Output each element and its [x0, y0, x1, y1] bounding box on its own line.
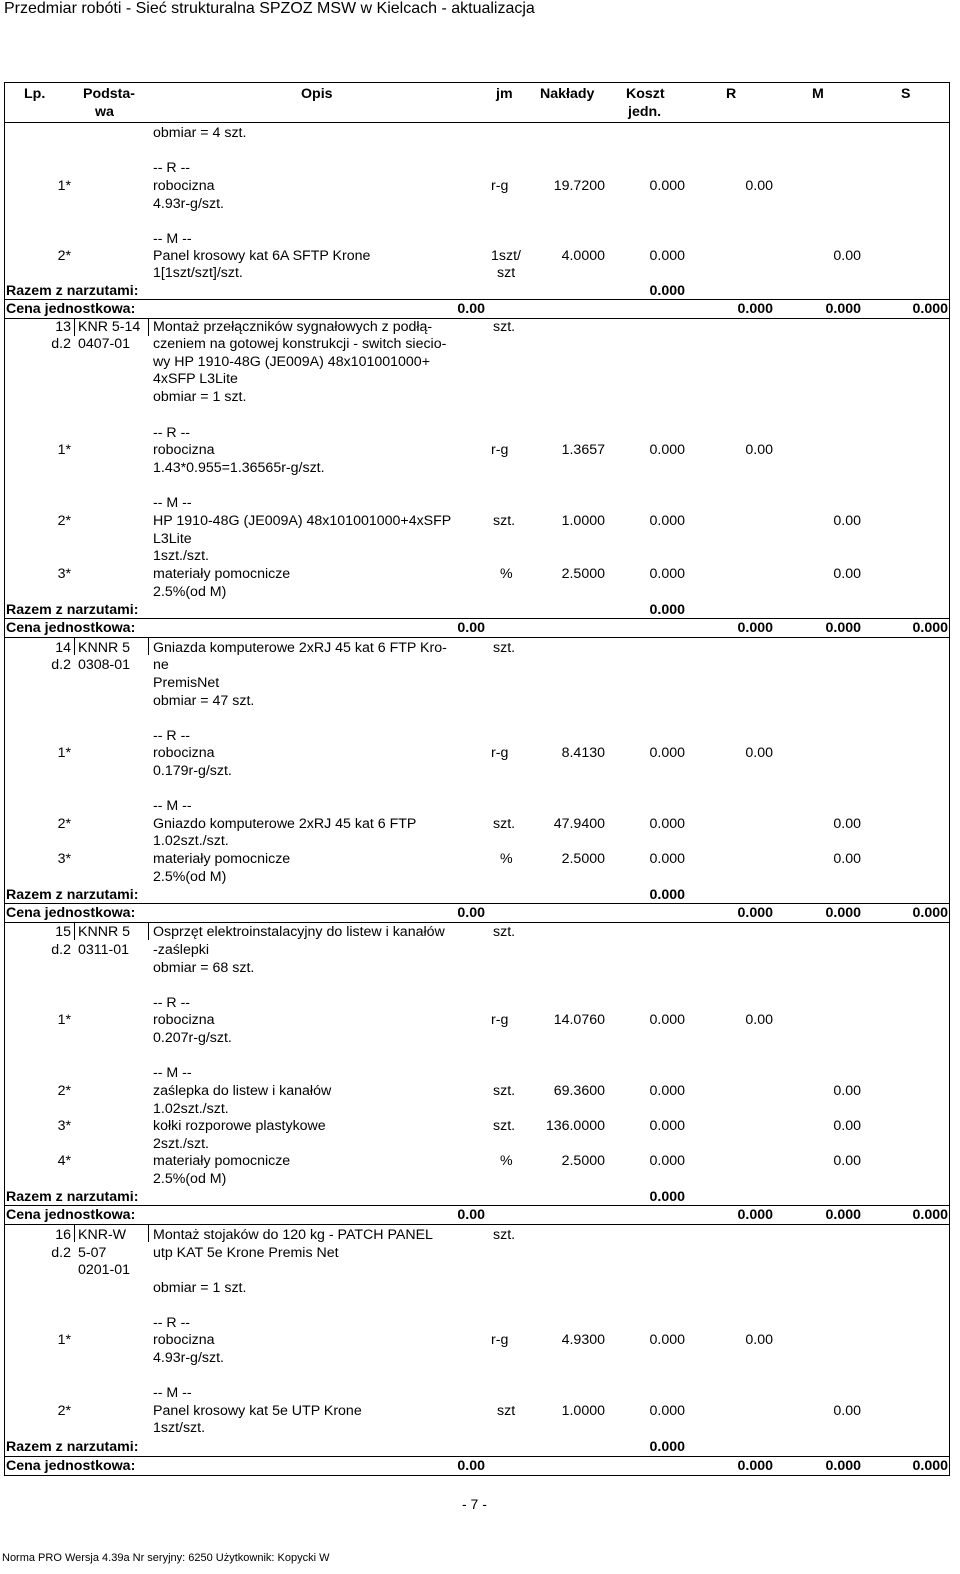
table-cell: 0.000: [737, 1207, 773, 1223]
table-cell: 4.93r-g/szt.: [153, 196, 224, 212]
table-cell: 0.00: [833, 566, 861, 582]
table-cell: szt.: [493, 1083, 516, 1099]
table-cell: 0.000: [649, 566, 685, 582]
table-cell: 1*: [57, 178, 71, 194]
table-cell: Razem z narzutami:: [6, 1189, 139, 1205]
table-cell: 0407-01: [78, 336, 131, 352]
table-cell: 0.179r-g/szt.: [153, 763, 232, 779]
table-cell: 0.000: [649, 816, 685, 832]
table-cell: 0.00: [833, 1403, 861, 1419]
table-cell: 1.3657: [561, 442, 605, 458]
row-divider: [4, 299, 950, 300]
table-cell: 0.000: [825, 301, 861, 317]
row-divider: [4, 618, 950, 619]
table-cell: wy HP 1910-48G (JE009A) 48x101001000+: [153, 354, 430, 370]
table-cell: 15: [55, 924, 71, 940]
table-cell: 0308-01: [78, 657, 131, 673]
table-cell: czeniem na gotowej konstrukcji - switch siecio-: [153, 336, 447, 352]
table-cell: 0.000: [649, 745, 685, 761]
table-cell: Cena jednostkowa:: [6, 905, 136, 921]
table-cell: -- M --: [153, 1065, 192, 1081]
table-cell: 1[1szt/szt]/szt.: [153, 265, 243, 281]
table-cell: robocizna: [153, 745, 215, 761]
table-cell: -- R --: [153, 728, 191, 744]
table-cell: Razem z narzutami:: [6, 1439, 139, 1455]
table-cell: r-g: [491, 1332, 509, 1348]
table-cell: szt.: [493, 319, 516, 335]
table-cell: szt.: [493, 1118, 516, 1134]
table-cell: 2*: [57, 513, 71, 529]
table-cell: kołki rozporowe plastykowe: [153, 1118, 326, 1134]
table-cell: 1szt./szt.: [153, 548, 209, 564]
table-cell: 14: [55, 640, 71, 656]
table-cell: -- R --: [153, 995, 191, 1011]
table-cell: 0.000: [912, 905, 948, 921]
page-number: - 7 -: [462, 1496, 487, 1512]
table-cell: 0.00: [457, 301, 485, 317]
header-koszt: Koszt: [626, 86, 665, 102]
document-title: Przedmiar robóti - Sieć strukturalna SPZOZ MSW w Kielcach - aktualizacja: [4, 0, 535, 17]
row-divider: [4, 318, 950, 319]
table-cell: 2.5000: [561, 851, 605, 867]
table-cell: %: [500, 851, 513, 867]
table-cell: 2*: [57, 1083, 71, 1099]
table-cell: -- R --: [153, 425, 191, 441]
table-cell: r-g: [491, 178, 509, 194]
table-cell: d.2: [51, 942, 71, 958]
table-cell: 0.000: [825, 1458, 861, 1474]
table-cell: 4*: [57, 1153, 71, 1169]
table-cell: %: [500, 1153, 513, 1169]
table-cell: 16: [55, 1227, 71, 1243]
table-cell: 0.000: [649, 1332, 685, 1348]
header-jm: jm: [496, 86, 513, 102]
table-cell: 0.000: [649, 851, 685, 867]
table-cell: 0.207r-g/szt.: [153, 1030, 232, 1046]
table-cell: 2.5%(od M): [153, 584, 227, 600]
table-cell: Cena jednostkowa:: [6, 1458, 136, 1474]
table-cell: KNNR 5: [78, 640, 131, 656]
table-cell: 3*: [57, 1118, 71, 1134]
table-cell: KNR 5-14: [78, 319, 141, 335]
table-cell: 1*: [57, 442, 71, 458]
table-cell: 0311-01: [78, 942, 130, 958]
table-cell: 0.000: [649, 283, 685, 299]
table-cell: szt.: [493, 816, 516, 832]
table-cell: ne: [153, 657, 169, 673]
header-lp: Lp.: [24, 86, 46, 102]
table-cell: Razem z narzutami:: [6, 887, 139, 903]
table-cell: 8.4130: [561, 745, 605, 761]
table-cell: -- R --: [153, 1315, 191, 1331]
table-cell: 0.00: [833, 1118, 861, 1134]
table-cell: szt.: [493, 640, 516, 656]
table-cell: 0.000: [649, 513, 685, 529]
table-cell: Gniazda komputerowe 2xRJ 45 kat 6 FTP Kro-: [153, 640, 447, 656]
table-cell: KNR-W: [78, 1227, 127, 1243]
table-cell: 0.00: [457, 1207, 485, 1223]
table-cell: 0.00: [833, 851, 861, 867]
table-cell: szt.: [493, 924, 516, 940]
table-cell: 4.9300: [561, 1332, 605, 1348]
table-cell: 0.00: [745, 442, 773, 458]
table-cell: obmiar = 47 szt.: [153, 693, 255, 709]
table-cell: robocizna: [153, 1012, 215, 1028]
column-divider: [148, 1224, 149, 1242]
table-cell: 0.000: [649, 1153, 685, 1169]
column-divider: [148, 922, 149, 940]
table-cell: 0.000: [912, 1458, 948, 1474]
header-podstawa: Podsta-: [83, 86, 136, 102]
table-cell: PremisNet: [153, 675, 220, 691]
table-cell: 47.9400: [553, 816, 605, 832]
table-cell: 19.7200: [553, 178, 605, 194]
table-cell: 0.000: [649, 602, 685, 618]
table-cell: 0.000: [649, 1083, 685, 1099]
table-cell: 0.00: [833, 248, 861, 264]
row-divider: [4, 1456, 950, 1457]
table-cell: 0.00: [457, 1458, 485, 1474]
table-cell: 0.000: [649, 1439, 685, 1455]
table-cell: 3*: [57, 566, 71, 582]
table-cell: 0.00: [745, 1012, 773, 1028]
table-cell: -- M --: [153, 1385, 192, 1401]
table-cell: 0.000: [912, 301, 948, 317]
header-s: S: [901, 86, 911, 102]
table-cell: obmiar = 4 szt.: [153, 125, 247, 141]
table-cell: robocizna: [153, 1332, 215, 1348]
table-cell: 1.0000: [561, 1403, 605, 1419]
header-opis: Opis: [301, 86, 333, 102]
table-cell: 2.5000: [561, 1153, 605, 1169]
table-cell: -- M --: [153, 231, 192, 247]
table-cell: Panel krosowy kat 6A SFTP Krone: [153, 248, 371, 264]
table-cell: 1.02szt./szt.: [153, 1101, 229, 1117]
header-podstawa-cont: wa: [95, 104, 114, 120]
table-cell: 0.00: [833, 1153, 861, 1169]
table-cell: Cena jednostkowa:: [6, 620, 136, 636]
table-cell: Osprzęt elektroinstalacyjny do listew i kanałów: [153, 924, 445, 940]
table-cell: 0.000: [649, 178, 685, 194]
table-cell: -- M --: [153, 495, 192, 511]
table-cell: 0.00: [833, 513, 861, 529]
table-cell: 1szt/szt.: [153, 1420, 206, 1436]
header-naklady: Nakłady: [540, 86, 595, 102]
table-cell: r-g: [491, 745, 509, 761]
table-cell: szt: [497, 265, 516, 281]
table-cell: 136.0000: [545, 1118, 605, 1134]
table-cell: 3*: [57, 851, 71, 867]
table-cell: 4.93r-g/szt.: [153, 1350, 224, 1366]
table-cell: materiały pomocnicze: [153, 566, 291, 582]
table-cell: 2szt./szt.: [153, 1136, 209, 1152]
table-cell: L3Lite: [153, 531, 192, 547]
table-cell: 1szt/: [491, 248, 521, 264]
table-cell: 2.5%(od M): [153, 1171, 227, 1187]
table-cell: 4.0000: [561, 248, 605, 264]
table-cell: Razem z narzutami:: [6, 283, 139, 299]
row-divider: [4, 922, 950, 923]
table-cell: d.2: [51, 336, 71, 352]
row-divider: [4, 1224, 950, 1225]
column-divider: [74, 318, 75, 336]
column-divider: [74, 637, 75, 655]
header-koszt-jedn: jedn.: [628, 104, 662, 120]
table-cell: 0.000: [737, 301, 773, 317]
table-cell: robocizna: [153, 442, 215, 458]
table-cell: szt.: [493, 1227, 516, 1243]
table-cell: 1*: [57, 745, 71, 761]
table-cell: 2*: [57, 816, 71, 832]
table-cell: 0.000: [825, 905, 861, 921]
table-cell: 5-07: [78, 1245, 107, 1261]
table-cell: 0.000: [912, 620, 948, 636]
table-cell: 0.00: [745, 1332, 773, 1348]
table-cell: 0.00: [833, 1083, 861, 1099]
table-cell: Cena jednostkowa:: [6, 301, 136, 317]
table-cell: 1.02szt./szt.: [153, 833, 229, 849]
table-cell: Razem z narzutami:: [6, 602, 139, 618]
table-cell: r-g: [491, 442, 509, 458]
table-cell: 0.00: [745, 178, 773, 194]
table-cell: obmiar = 1 szt.: [153, 389, 247, 405]
software-footer: Norma PRO Wersja 4.39a Nr seryjny: 6250 Użytkownik: Kopycki W: [2, 1552, 330, 1564]
column-divider: [148, 637, 149, 655]
table-cell: 13: [55, 319, 71, 335]
table-cell: 1.0000: [561, 513, 605, 529]
header-m: M: [812, 86, 824, 102]
table-cell: 2*: [57, 248, 71, 264]
table-cell: 2.5000: [561, 566, 605, 582]
table-cell: 2.5%(od M): [153, 869, 227, 885]
table-cell: r-g: [491, 1012, 509, 1028]
table-cell: -- R --: [153, 160, 191, 176]
table-cell: -- M --: [153, 798, 192, 814]
table-cell: 4xSFP L3Lite: [153, 371, 238, 387]
table-cell: 0.00: [457, 620, 485, 636]
table-cell: obmiar = 68 szt.: [153, 960, 255, 976]
table-cell: 0.000: [649, 1118, 685, 1134]
table-cell: materiały pomocnicze: [153, 851, 291, 867]
table-cell: %: [500, 566, 513, 582]
table-cell: d.2: [51, 1245, 71, 1261]
row-divider: [4, 903, 950, 904]
table-cell: -zaślepki: [153, 942, 209, 958]
table-cell: 1*: [57, 1332, 71, 1348]
row-divider: [4, 637, 950, 638]
row-divider: [4, 1205, 950, 1206]
table-cell: d.2: [51, 657, 71, 673]
table-cell: materiały pomocnicze: [153, 1153, 291, 1169]
table-cell: Gniazdo komputerowe 2xRJ 45 kat 6 FTP: [153, 816, 417, 832]
table-cell: Cena jednostkowa:: [6, 1207, 136, 1223]
table-cell: 0.000: [649, 1403, 685, 1419]
table-cell: obmiar = 1 szt.: [153, 1280, 247, 1296]
column-divider: [74, 1224, 75, 1242]
table-cell: KNNR 5: [78, 924, 131, 940]
table-cell: 0.000: [825, 620, 861, 636]
table-cell: 2*: [57, 1403, 71, 1419]
table-cell: 0.000: [649, 248, 685, 264]
table-cell: 0.000: [737, 1458, 773, 1474]
table-cell: 0.00: [745, 745, 773, 761]
table-cell: utp KAT 5e Krone Premis Net: [153, 1245, 339, 1261]
table-cell: robocizna: [153, 178, 215, 194]
header-r: R: [726, 86, 737, 102]
table-cell: 0201-01: [78, 1262, 131, 1278]
table-cell: 0.000: [737, 905, 773, 921]
table-cell: HP 1910-48G (JE009A) 48x101001000+4xSFP: [153, 513, 452, 529]
table-cell: szt.: [493, 513, 516, 529]
table-cell: 14.0760: [553, 1012, 605, 1028]
table-cell: Montaż przełączników sygnałowych z podłą-: [153, 319, 433, 335]
column-divider: [148, 318, 149, 336]
table-cell: 0.000: [649, 1189, 685, 1205]
cost-estimate-table: [4, 82, 950, 1476]
table-cell: zaślepka do listew i kanałów: [153, 1083, 332, 1099]
table-cell: 0.000: [649, 442, 685, 458]
table-cell: szt: [497, 1403, 516, 1419]
column-divider: [74, 922, 75, 940]
table-cell: 0.000: [649, 887, 685, 903]
table-cell: 0.000: [912, 1207, 948, 1223]
table-cell: 0.000: [737, 620, 773, 636]
table-cell: Panel krosowy kat 5e UTP Krone: [153, 1403, 362, 1419]
table-cell: 69.3600: [553, 1083, 605, 1099]
table-cell: 0.000: [825, 1207, 861, 1223]
table-cell: 0.00: [457, 905, 485, 921]
table-cell: 1*: [57, 1012, 71, 1028]
header-divider: [4, 122, 950, 123]
table-cell: 0.000: [649, 1012, 685, 1028]
table-cell: 1.43*0.955=1.36565r-g/szt.: [153, 460, 325, 476]
table-cell: 0.00: [833, 816, 861, 832]
table-cell: Montaż stojaków do 120 kg - PATCH PANEL: [153, 1227, 433, 1243]
